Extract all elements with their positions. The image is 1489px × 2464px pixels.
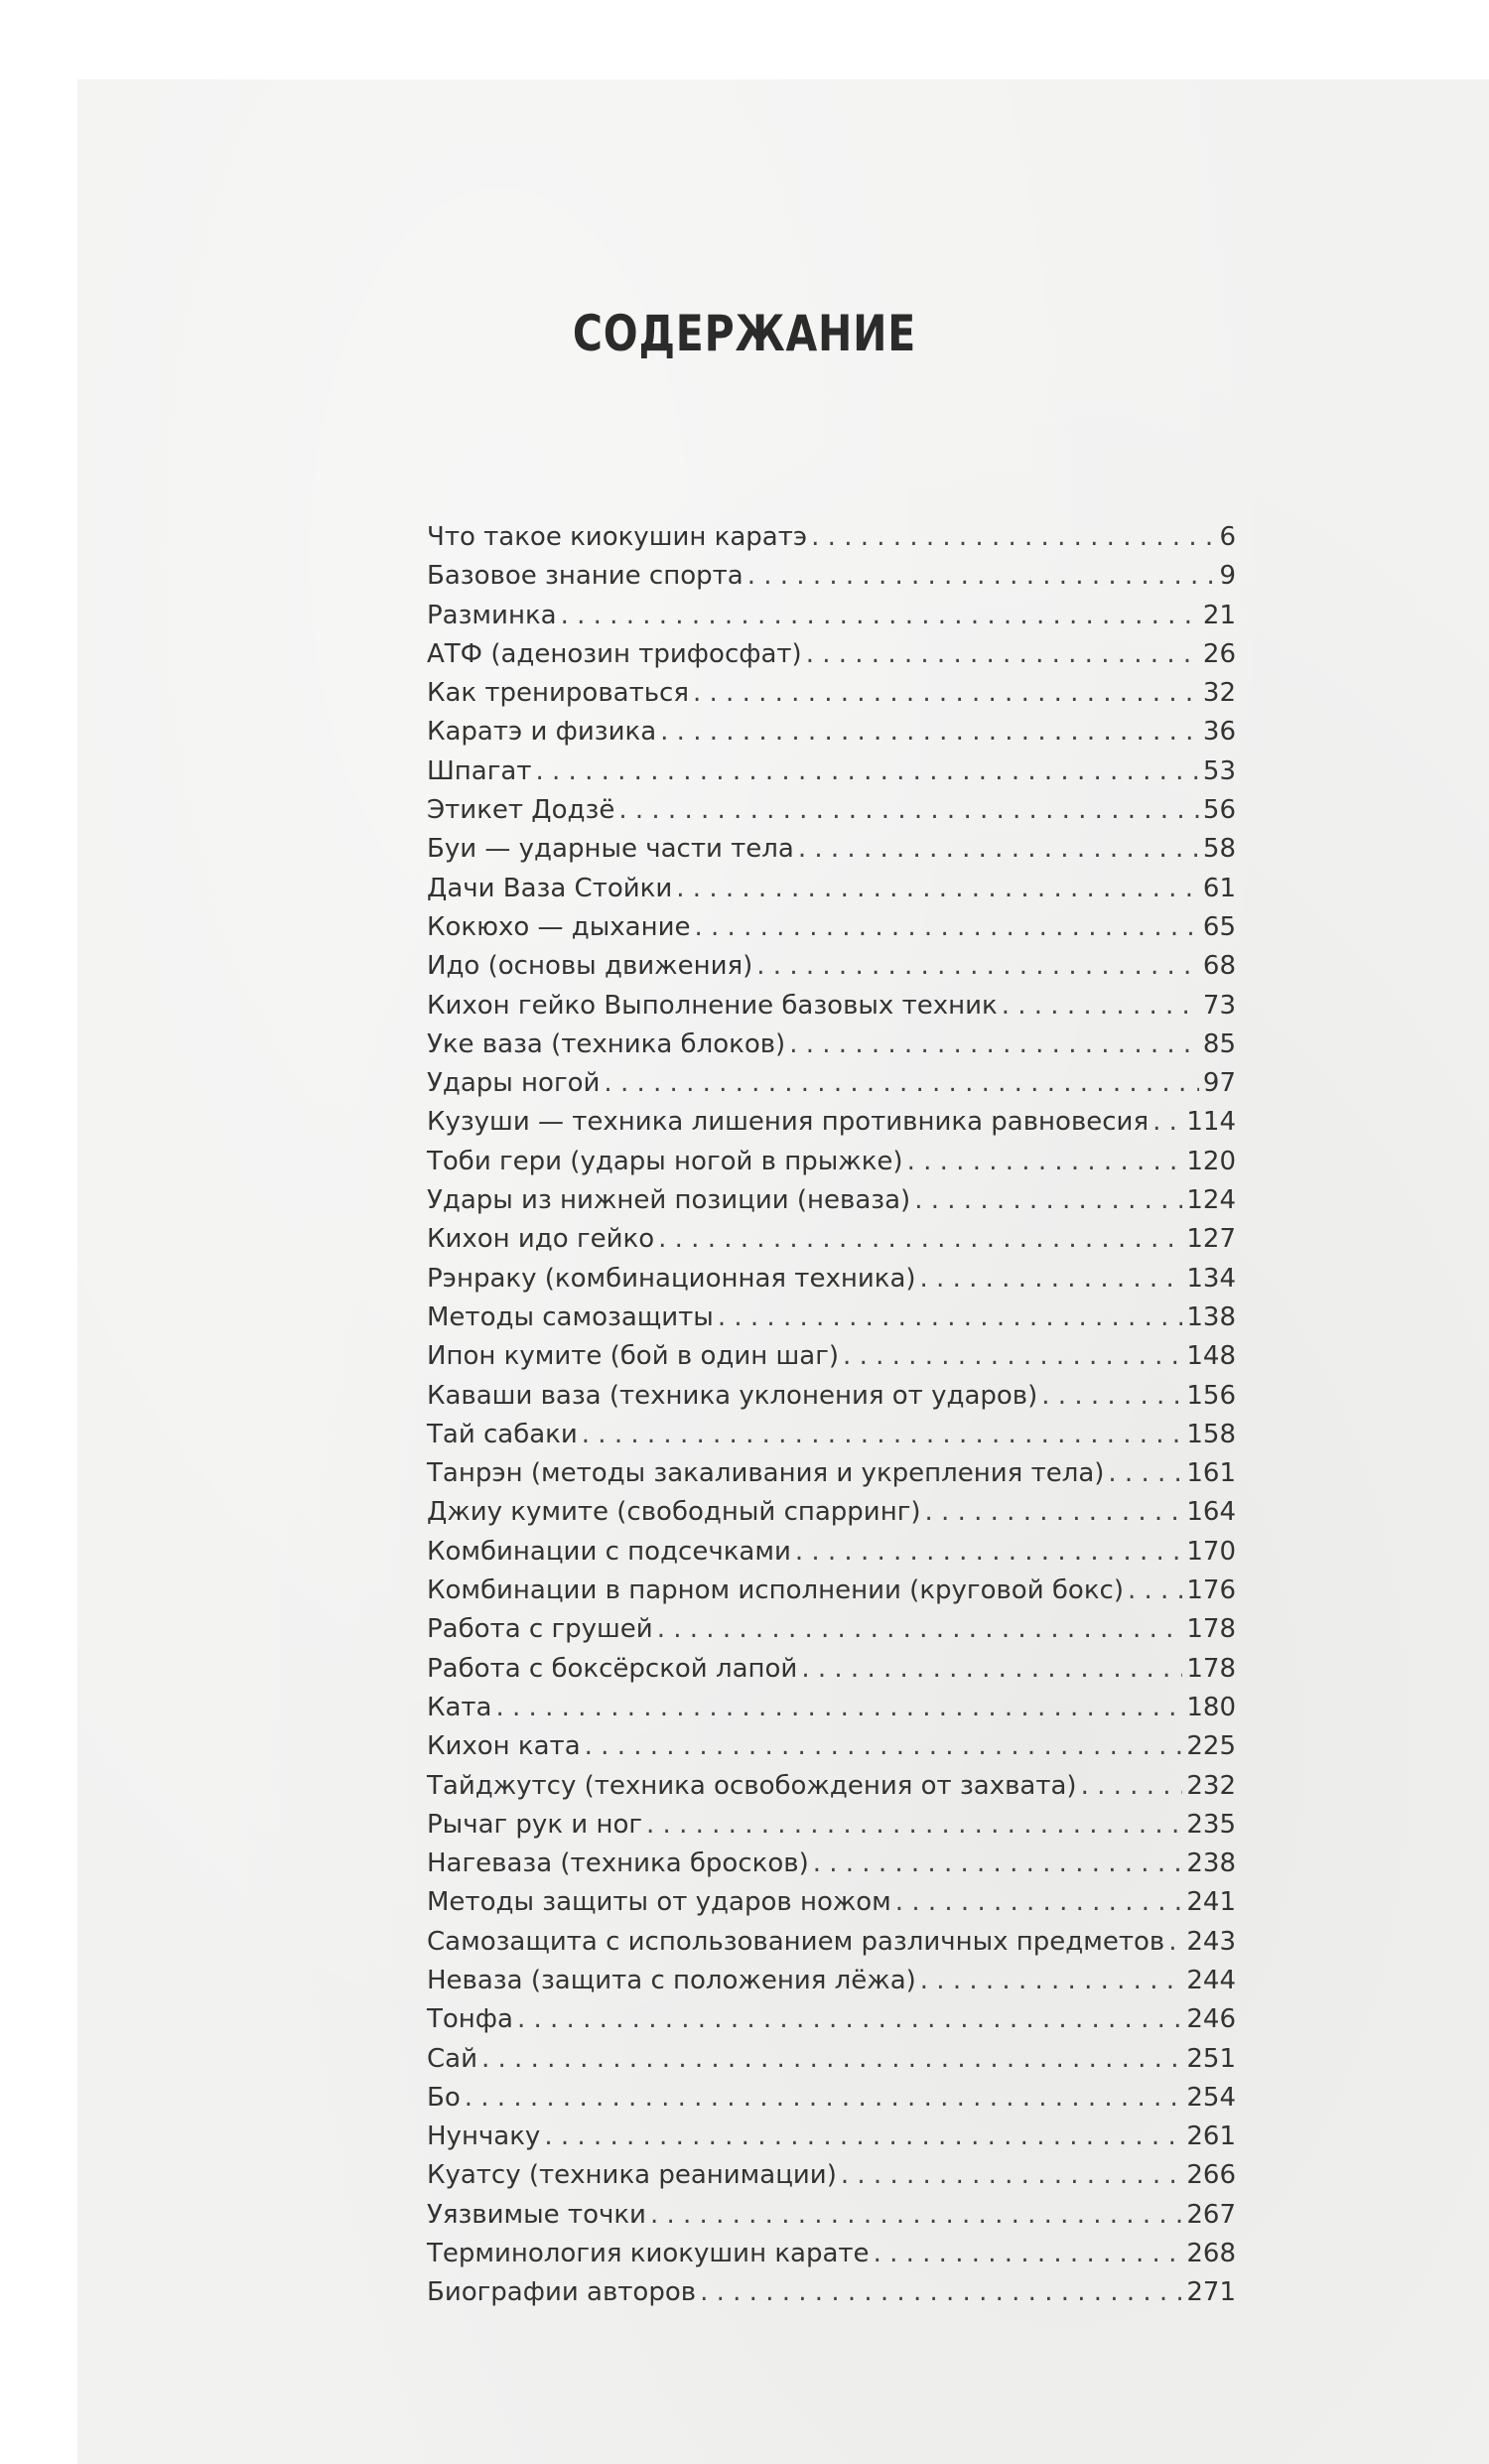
toc-entry-title: Идо (основы движения) (427, 951, 753, 982)
toc-page-number: 124 (1186, 1185, 1236, 1216)
toc-entry-title: Ипон кумите (бой в один шаг) (427, 1341, 840, 1372)
toc-entry-title: Нагеваза (техника бросков) (427, 1848, 809, 1879)
dot-leader (650, 2196, 1182, 2235)
dot-leader (1128, 1572, 1182, 1610)
toc-entry (427, 2156, 1236, 2195)
dot-leader (676, 870, 1199, 908)
toc-entry (427, 1845, 1236, 1883)
dot-leader (841, 2156, 1183, 2195)
toc-entry-title: Удары ногой (427, 1068, 601, 1099)
toc-entry (427, 597, 1236, 635)
toc-page-number: 32 (1202, 678, 1236, 709)
toc-entry-title: Методы самозащиты (427, 1301, 714, 1332)
toc-entry-title: Терминология киокушин карате (427, 2239, 870, 2269)
dot-leader (700, 2273, 1182, 2312)
toc-entry (427, 2118, 1236, 2156)
toc-page-number: 170 (1186, 1536, 1236, 1567)
toc-page-number: 65 (1202, 911, 1236, 942)
toc-entry (427, 713, 1236, 752)
toc-entry (427, 1493, 1236, 1532)
toc-page-number: 68 (1202, 951, 1236, 982)
dot-leader (693, 674, 1199, 713)
dot-leader (813, 1845, 1183, 1883)
toc-page-number: 158 (1186, 1419, 1236, 1449)
toc-entry (427, 1377, 1236, 1416)
toc-entry (427, 1806, 1236, 1845)
toc-entry (427, 635, 1236, 674)
toc-entry-title: Джиу кумите (свободный спарринг) (427, 1497, 921, 1528)
toc-page-number: 21 (1202, 600, 1236, 630)
dot-leader (1041, 1377, 1182, 1416)
toc-page-number: 251 (1186, 2043, 1236, 2074)
dot-leader (756, 947, 1199, 986)
toc-page-number: 180 (1186, 1692, 1236, 1722)
toc-page-number: 97 (1202, 1068, 1236, 1099)
dot-leader (582, 1416, 1183, 1454)
toc-page-number: 244 (1186, 1965, 1236, 1995)
dot-leader (465, 2079, 1183, 2118)
toc-entry-title: Нунчаку (427, 2122, 541, 2152)
toc-entry (427, 1103, 1236, 1142)
toc-entry (427, 1610, 1236, 1649)
toc-entry-title: Комбинации с подсечками (427, 1536, 791, 1567)
dot-leader (517, 2000, 1182, 2039)
dot-leader (1152, 1103, 1182, 1142)
toc-page-number: 53 (1202, 755, 1236, 786)
toc-page-number: 243 (1186, 1926, 1236, 1957)
toc-entry-title: Кихон гейко Выполнение базовых техник (427, 990, 998, 1021)
toc-page-number: 266 (1186, 2160, 1236, 2191)
dot-leader (811, 518, 1215, 557)
dot-leader (604, 1064, 1198, 1103)
toc-page-number: 267 (1186, 2199, 1236, 2230)
dot-leader (806, 635, 1199, 674)
toc-entry-title: Каваши ваза (техника уклонения от ударов) (427, 1380, 1038, 1411)
dot-leader (657, 1610, 1183, 1649)
toc-entry (427, 1181, 1236, 1220)
toc-entry-title: Тонфа (427, 2004, 513, 2035)
toc-entry (427, 1143, 1236, 1181)
toc-entry-title: Бо (427, 2082, 461, 2113)
dot-leader (920, 1260, 1183, 1299)
toc-entry-title: Работа с грушей (427, 1614, 653, 1645)
toc-entry (427, 830, 1236, 869)
toc-entry (427, 1767, 1236, 1806)
toc-entry (427, 987, 1236, 1026)
dot-leader (535, 753, 1198, 791)
toc-page-number: 9 (1219, 561, 1236, 592)
toc-entry-title: Сай (427, 2043, 477, 2074)
toc-page-number: 225 (1186, 1731, 1236, 1762)
toc-entry (427, 1533, 1236, 1572)
toc-page-number: 261 (1186, 2122, 1236, 2152)
toc-entry-title: Тайджутсу (техника освобождения от захвата) (427, 1770, 1077, 1801)
toc-entry (427, 1650, 1236, 1689)
toc-entry (427, 674, 1236, 713)
toc-page-number: 246 (1186, 2004, 1236, 2035)
dot-leader (1002, 987, 1199, 1026)
toc-page-number: 241 (1186, 1887, 1236, 1918)
toc-entry (427, 1923, 1236, 1962)
dot-leader (544, 2118, 1182, 2156)
toc-page-number: 26 (1202, 638, 1236, 669)
toc-entry-title: Комбинации в парном исполнении (круговой бокс) (427, 1575, 1124, 1606)
toc-entry-title: Каратэ и физика (427, 717, 657, 748)
toc-entry (427, 2235, 1236, 2273)
dot-leader (895, 1883, 1183, 1922)
toc-entry (427, 1454, 1236, 1493)
toc-entry-title: Ката (427, 1692, 492, 1722)
toc-entry (427, 518, 1236, 557)
dot-leader (585, 1727, 1183, 1766)
dot-leader (789, 1026, 1199, 1064)
toc-entry-title: Рэнраку (комбинационная техника) (427, 1263, 916, 1294)
toc-entry (427, 1962, 1236, 2000)
toc-page-number: 120 (1186, 1146, 1236, 1176)
toc-page-number: 6 (1219, 522, 1236, 552)
dot-leader (874, 2235, 1183, 2273)
toc-entry-title: Уке ваза (техника блоков) (427, 1028, 786, 1059)
toc-entry (427, 2040, 1236, 2079)
toc-entry-title: Кихон идо гейко (427, 1224, 655, 1255)
toc-entry-title: Разминка (427, 600, 557, 630)
toc-entry-title: Работа с боксёрской лапой (427, 1653, 798, 1684)
toc-entry-title: Дачи Ваза Стойки (427, 873, 673, 903)
toc-entry (427, 1727, 1236, 1766)
dot-leader (1108, 1454, 1182, 1493)
toc-entry-title: Кузуши — техника лишения противника равновесия (427, 1107, 1150, 1138)
toc-page-number: 56 (1202, 795, 1236, 826)
dot-leader (1168, 1923, 1182, 1962)
toc-entry (427, 2273, 1236, 2312)
dot-leader (618, 791, 1199, 830)
toc-entry (427, 1337, 1236, 1376)
toc-entry (427, 1064, 1236, 1103)
dot-leader (798, 830, 1199, 869)
toc-entry (427, 1260, 1236, 1299)
toc-entry-title: АТФ (аденозин трифосфат) (427, 638, 802, 669)
toc-entry (427, 870, 1236, 908)
dot-leader (920, 1962, 1183, 2000)
dot-leader (747, 557, 1216, 596)
toc-page-number: 85 (1202, 1028, 1236, 1059)
toc-entry (427, 947, 1236, 986)
dot-leader (795, 1533, 1183, 1572)
toc-entry (427, 1689, 1236, 1727)
dot-leader (660, 713, 1199, 752)
toc-entry-title: Этикет Додзё (427, 795, 615, 826)
toc-page-number: 127 (1186, 1224, 1236, 1255)
page-title: СОДЕРЖАНИЕ (572, 305, 917, 362)
toc-entry-title: Удары из нижней позиции (неваза) (427, 1185, 911, 1216)
toc-entry (427, 1572, 1236, 1610)
dot-leader (801, 1650, 1182, 1689)
toc-entry (427, 1299, 1236, 1337)
toc-entry (427, 753, 1236, 791)
toc-entry-title: Методы защиты от ударов ножом (427, 1887, 891, 1918)
dot-leader (914, 1181, 1182, 1220)
toc-entry (427, 1026, 1236, 1064)
dot-leader (561, 597, 1199, 635)
dot-leader (695, 908, 1199, 947)
toc-page-number: 178 (1186, 1653, 1236, 1684)
toc-page-number: 134 (1186, 1263, 1236, 1294)
toc-entry (427, 1416, 1236, 1454)
toc-entry-title: Куатсу (техника реанимации) (427, 2160, 837, 2191)
toc-entry-title: Танрэн (методы закаливания и укрепления тела) (427, 1458, 1105, 1489)
toc-page-number: 238 (1186, 1848, 1236, 1879)
dot-leader (843, 1337, 1182, 1376)
toc-entry-title: Буи — ударные части тела (427, 834, 794, 865)
toc-page-number: 58 (1202, 834, 1236, 865)
toc-page-number: 138 (1186, 1301, 1236, 1332)
toc-entry (427, 791, 1236, 830)
toc-page-number: 36 (1202, 717, 1236, 748)
toc-entry-title: Уязвимые точки (427, 2199, 646, 2230)
toc-entry (427, 2079, 1236, 2118)
toc-entry-title: Шпагат (427, 755, 532, 786)
dot-leader (646, 1806, 1182, 1845)
dot-leader (658, 1220, 1182, 1259)
table-of-contents (427, 518, 1236, 2313)
dot-leader (495, 1689, 1182, 1727)
toc-entry-title: Биографии авторов (427, 2277, 697, 2308)
toc-entry-title: Кокюхо — дыхание (427, 911, 691, 942)
toc-entry-title: Самозащита с использованием различных предметов (427, 1926, 1165, 1957)
dot-leader (718, 1299, 1183, 1337)
toc-page-number: 254 (1186, 2082, 1236, 2113)
toc-entry-title: Как тренироваться (427, 678, 689, 709)
toc-entry (427, 557, 1236, 596)
toc-page-number: 114 (1186, 1107, 1236, 1138)
dot-leader (1081, 1767, 1183, 1806)
toc-entry (427, 2000, 1236, 2039)
dot-leader (925, 1493, 1183, 1532)
toc-entry-title: Рычаг рук и ног (427, 1809, 643, 1840)
toc-entry (427, 1220, 1236, 1259)
toc-entry-title: Кихон ката (427, 1731, 581, 1762)
dot-leader (481, 2040, 1182, 2079)
toc-page-number: 176 (1186, 1575, 1236, 1606)
dot-leader (907, 1143, 1183, 1181)
toc-entry-title: Тай сабаки (427, 1419, 578, 1449)
toc-entry (427, 908, 1236, 947)
toc-page-number: 61 (1202, 873, 1236, 903)
toc-page-number: 178 (1186, 1614, 1236, 1645)
toc-entry-title: Неваза (защита с положения лёжа) (427, 1965, 916, 1995)
toc-page-number: 161 (1186, 1458, 1236, 1489)
toc-entry-title: Что такое киокушин каратэ (427, 522, 808, 552)
toc-page-number: 268 (1186, 2239, 1236, 2269)
toc-page-number: 164 (1186, 1497, 1236, 1528)
toc-entry (427, 1883, 1236, 1922)
toc-page-number: 235 (1186, 1809, 1236, 1840)
toc-entry-title: Тоби гери (удары ногой в прыжке) (427, 1146, 903, 1176)
toc-page-number: 271 (1186, 2277, 1236, 2308)
toc-entry-title: Базовое знание спорта (427, 561, 744, 592)
toc-entry (427, 2196, 1236, 2235)
toc-page-number: 73 (1202, 990, 1236, 1021)
toc-page-number: 156 (1186, 1380, 1236, 1411)
toc-page-number: 148 (1186, 1341, 1236, 1372)
toc-page-number: 232 (1186, 1770, 1236, 1801)
